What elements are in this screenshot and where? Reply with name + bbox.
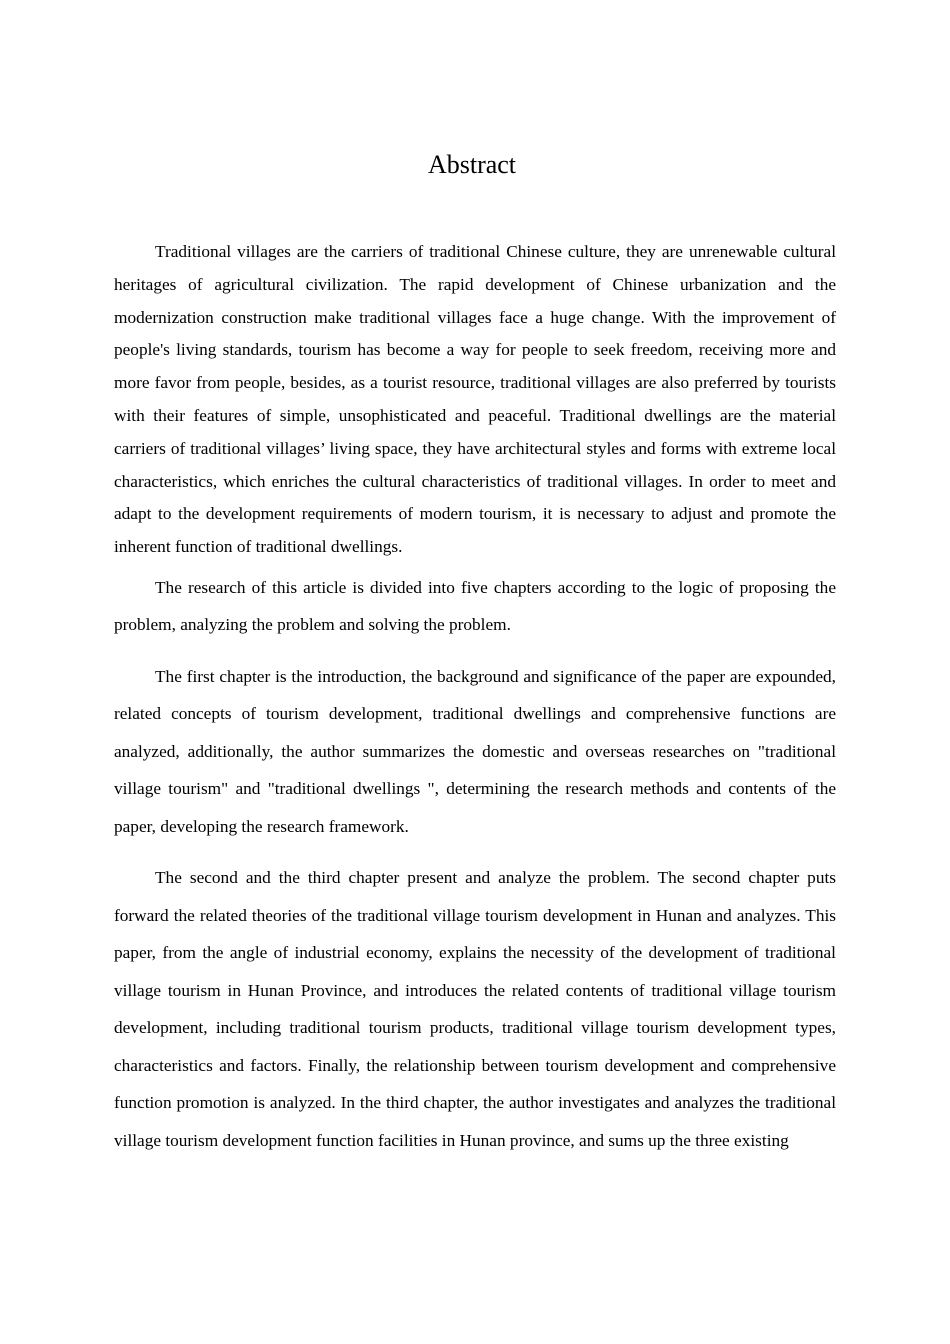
paragraph-3: The first chapter is the introduction, the background and significance of the paper are expounded, related concepts of tourism development, traditional dwellings and comprehensive functions are analyzed, additionally, the author summarizes the domestic and overseas researches on "traditional village tourism" and "traditional dwellings ", determining the research methods and contents of the paper, developing the research framework. — [114, 666, 836, 836]
paragraph-1: Traditional villages are the carriers of traditional Chinese culture, they are unrenewable cultural heritages of agricultural civilization. The rapid development of Chinese urbanization and the modernization construction make traditional villages face a huge change. With the improvement of people's living standards, tourism has become a way for people to seek freedom, receiving more and more favor from people, besides, as a tourist resource, traditional villages are also preferred by tourists with their features of simple, unsophisticated and peaceful. Traditional dwellings are the material carriers of traditional villages’ living space, they have architectural styles and forms with extreme local characteristics, which enriches the cultural characteristics of traditional villages. In order to meet and adapt to the development requirements of modern tourism, it is necessary to adjust and promote the inherent function of traditional dwellings. — [114, 242, 836, 557]
abstract-body — [114, 236, 836, 1159]
paragraph-2: The research of this article is divided into five chapters according to the logic of proposing the problem, analyzing the problem and solving the problem. — [114, 577, 836, 635]
page-title: Abstract — [427, 150, 517, 179]
paragraph-4: The second and the third chapter present and analyze the problem. The second chapter puts forward the related theories of the traditional village tourism development in Hunan and analyzes. This paper, from the angle of industrial economy, explains the necessity of the development of traditional village tourism in Hunan Province, and introduces the related contents of traditional village tourism development, including traditional tourism products, traditional village tourism development types, characteristics and factors. Finally, the relationship between tourism development and comprehensive function promotion is analyzed. In the third chapter, the author investigates and analyzes the traditional village tourism development function facilities in Hunan province, and sums up the three existing — [114, 868, 836, 1150]
